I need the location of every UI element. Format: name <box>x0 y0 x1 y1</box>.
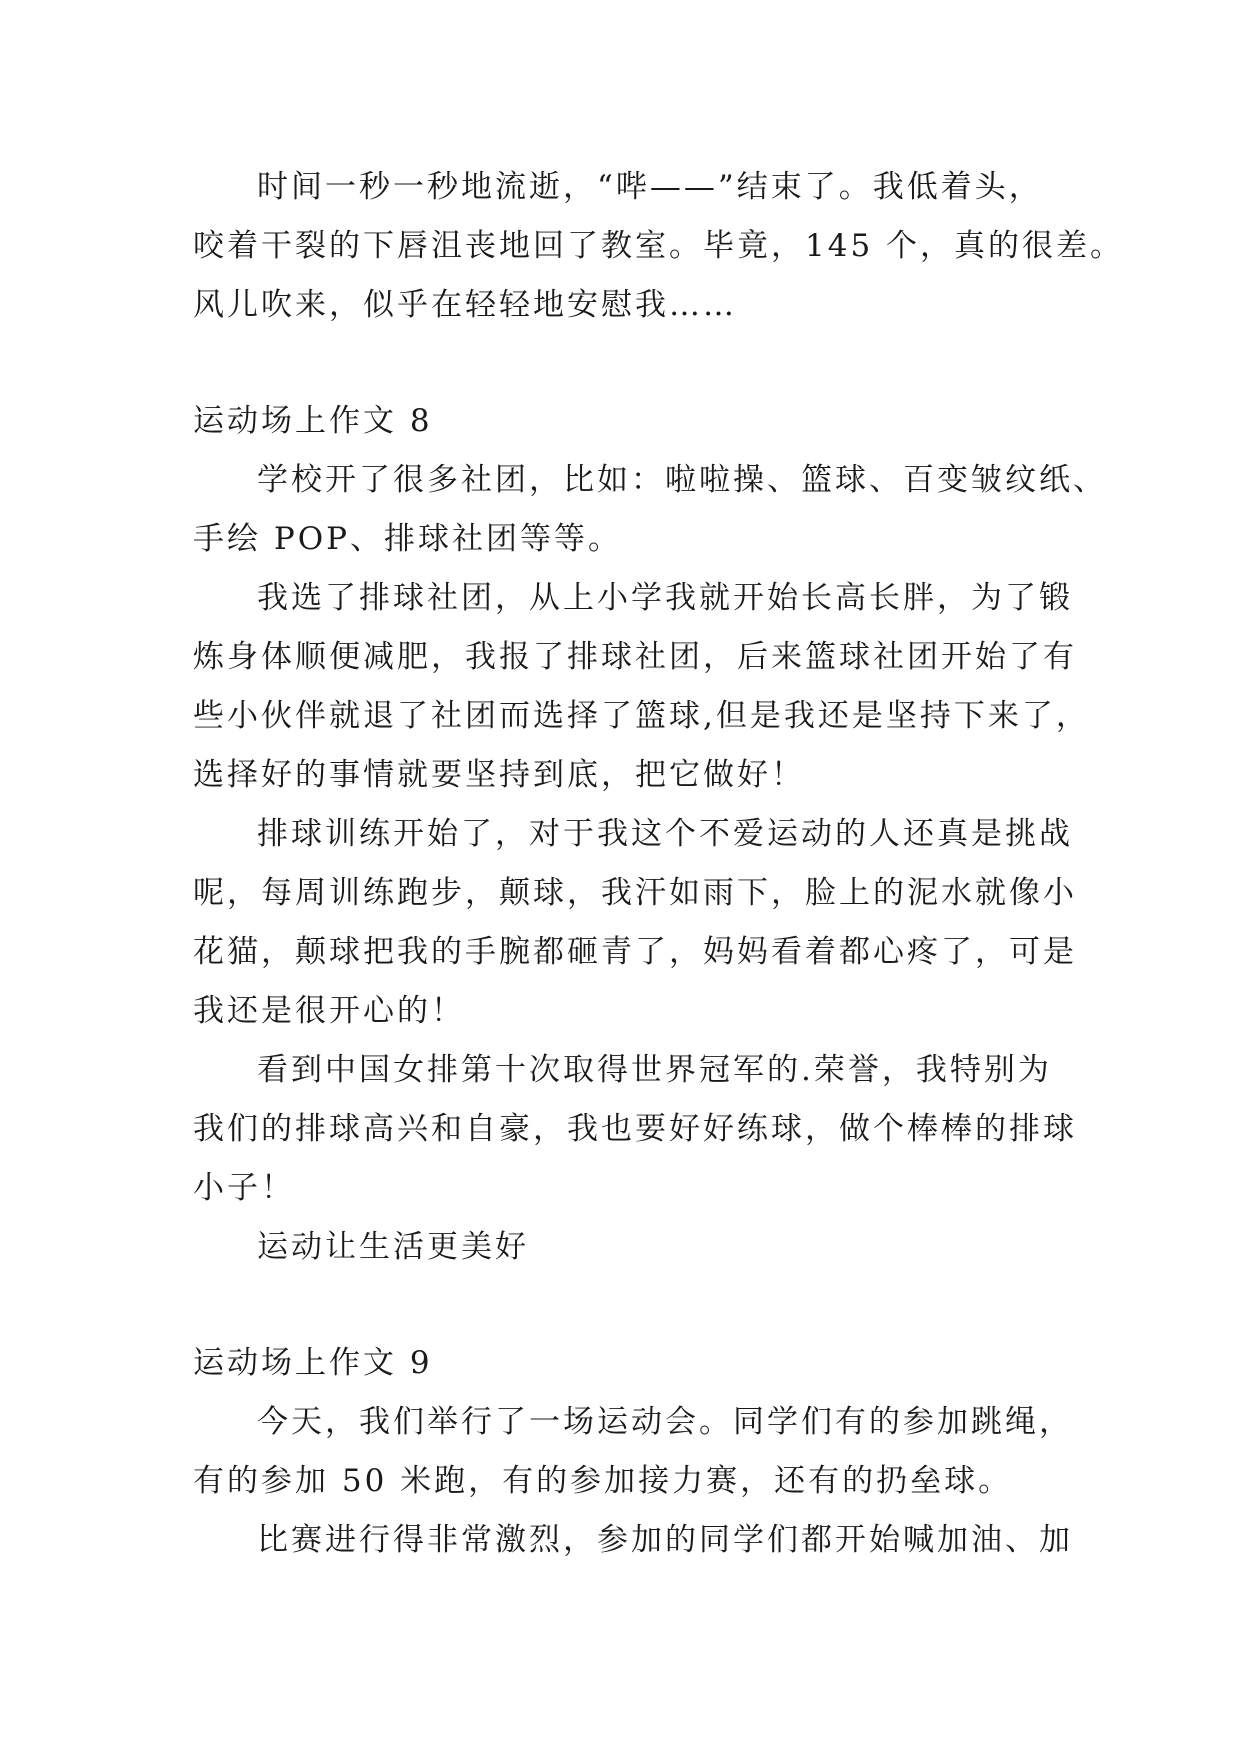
paragraph-line: 排球训练开始了，对于我这个不爱运动的人还真是挑战 <box>257 816 1073 852</box>
paragraph-line: 呢，每周训练跑步，颠球，我汗如雨下，脸上的泥水就像小 <box>193 875 1077 911</box>
section-heading: 运动场上作文 9 <box>193 1345 433 1381</box>
paragraph-line: 些小伙伴就退了社团而选择了篮球,但是我还是坚持下来了， <box>193 698 1090 734</box>
paragraph-line: 运动让生活更美好 <box>257 1229 529 1265</box>
paragraph-line: 手绘 POP、排球社团等等。 <box>193 521 622 557</box>
paragraph-line: 我选了排球社团，从上小学我就开始长高长胖，为了锻 <box>257 580 1073 616</box>
section-heading: 运动场上作文 8 <box>193 403 433 439</box>
paragraph-line: 学校开了很多社团，比如：啦啦操、篮球、百变皱纹纸、 <box>257 462 1107 498</box>
paragraph-line: 炼身体顺便减肥，我报了排球社团，后来篮球社团开始了有 <box>193 639 1077 675</box>
paragraph-line: 风儿吹来，似乎在轻轻地安慰我…… <box>193 287 737 323</box>
paragraph-line: 我们的排球高兴和自豪，我也要好好练球，做个棒棒的排球 <box>193 1111 1077 1147</box>
paragraph-line: 花猫，颠球把我的手腕都砸青了，妈妈看着都心疼了，可是 <box>193 934 1077 970</box>
paragraph-line: 时间一秒一秒地流逝，“哔——”结束了。我低着头， <box>257 169 1043 205</box>
paragraph-line: 选择好的事情就要坚持到底，把它做好！ <box>193 757 805 793</box>
paragraph-line: 咬着干裂的下唇沮丧地回了教室。毕竟，145 个，真的很差。 <box>193 228 1125 264</box>
paragraph-line: 看到中国女排第十次取得世界冠军的.荣誉，我特别为 <box>257 1052 1052 1088</box>
paragraph-line: 有的参加 50 米跑，有的参加接力赛，还有的扔垒球。 <box>193 1463 1013 1499</box>
paragraph-line: 小子！ <box>193 1170 295 1206</box>
paragraph-line: 我还是很开心的！ <box>193 993 465 1029</box>
paragraph-line: 比赛进行得非常激烈，参加的同学们都开始喊加油、加 <box>257 1522 1073 1558</box>
paragraph-line: 今天，我们举行了一场运动会。同学们有的参加跳绳， <box>257 1404 1073 1440</box>
